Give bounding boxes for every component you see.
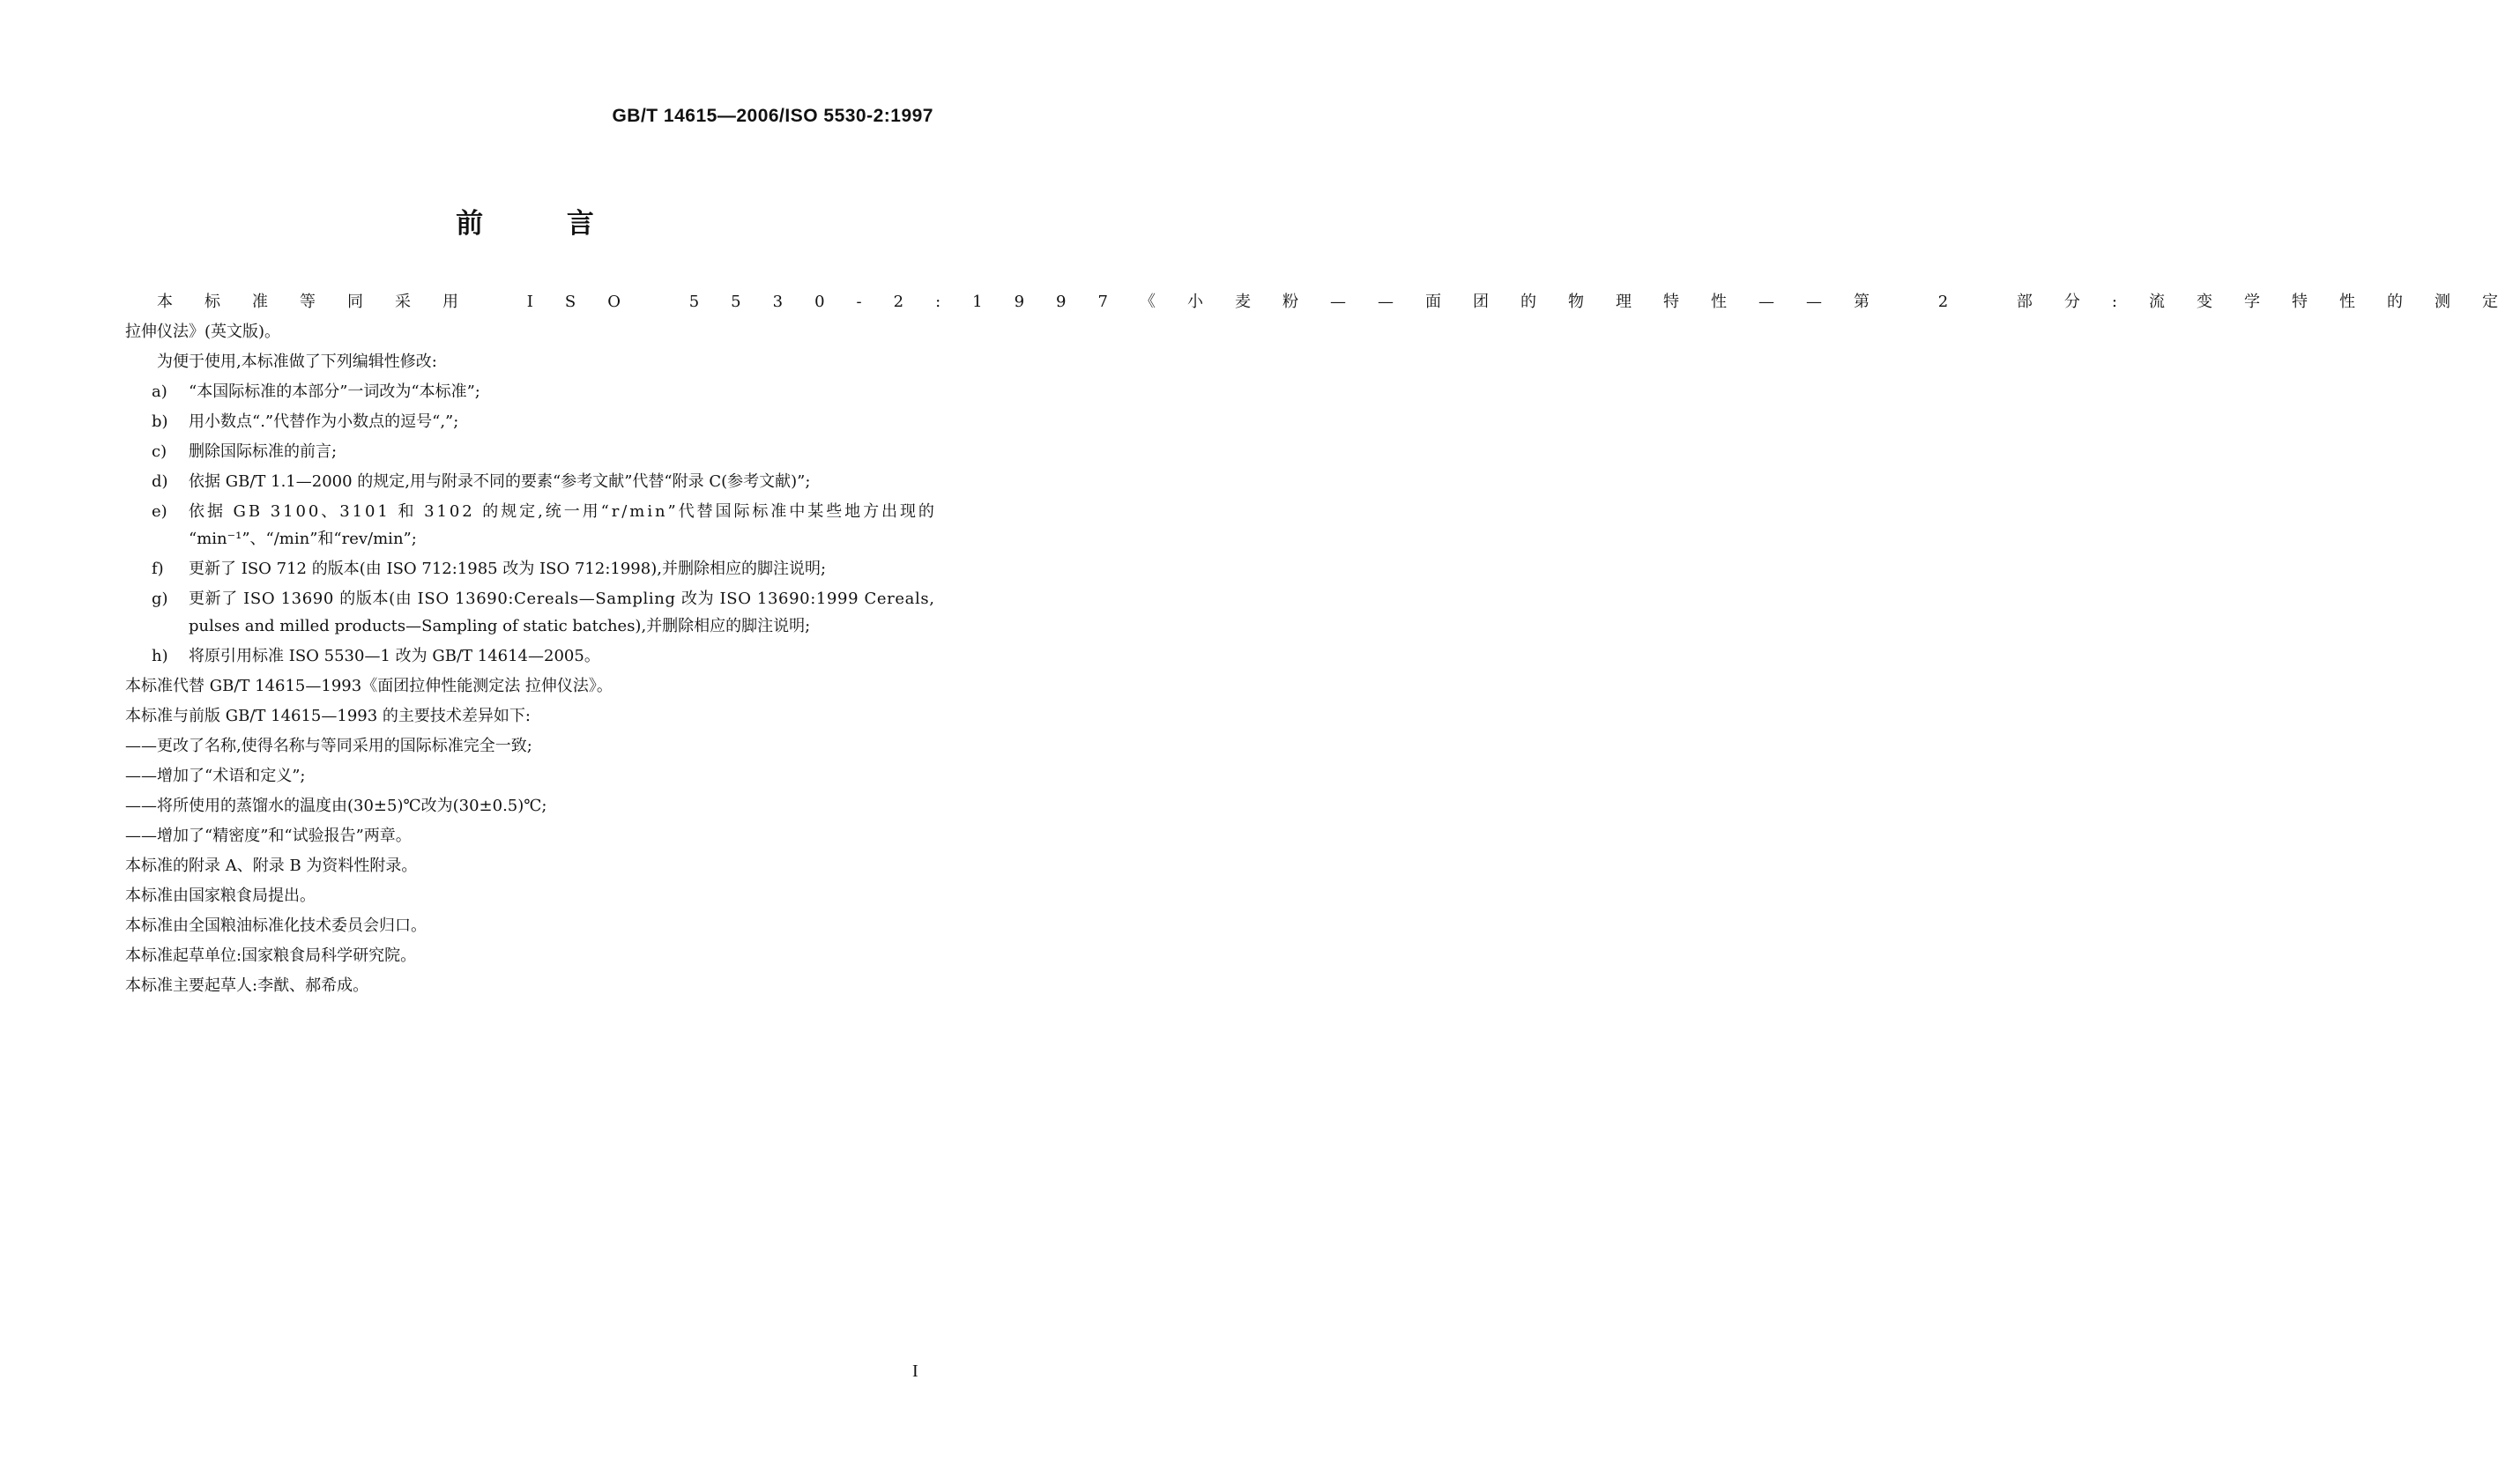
edit-item-text: 更新了 ISO 712 的版本(由 ISO 712:1985 改为 ISO 712:1998),并删除相应的脚注说明;: [189, 560, 827, 578]
difference-item: ——将所使用的蒸馏水的温度由(30±5)℃改为(30±0.5)℃;: [125, 797, 547, 815]
edit-item-f: [125, 555, 934, 582]
difference-item: ——增加了“精密度”和“试验报告”两章。: [125, 827, 412, 845]
edit-item-g: [125, 585, 934, 640]
standard-number-header: GB/T 14615—2006/ISO 5530-2:1997: [612, 106, 933, 126]
edit-item-label: f): [152, 560, 164, 578]
intro-paragraph-line2: 拉伸仪法》(英文版)。: [125, 323, 281, 341]
edit-item-text: 更 新 了 I S O 1 3 6 9 0 的 版 本 ( 由 I S O 1 3 6 9 0 : C e r e a l s — S a m p l i n g 改 为 I S O 1 3 6 9 0 : 1 9 9 9 C e r e a l s ,: [189, 590, 934, 608]
page-number: I: [912, 1362, 918, 1381]
edit-item-text: “本国际标准的本部分”一词改为“本标准”;: [189, 382, 480, 401]
edit-item-text-continued: “min⁻¹”、“/min”和“rev/min”;: [189, 530, 417, 548]
difference-item: ——增加了“术语和定义”;: [125, 767, 306, 785]
edit-item-b: [125, 408, 934, 435]
committee-statement: 本标准由全国粮油标准化技术委员会归口。: [125, 916, 427, 935]
foreword-body: [125, 288, 2498, 1002]
edit-item-text: 用小数点“.”代替作为小数点的逗号“,”;: [189, 412, 459, 431]
edit-item-label: g): [152, 590, 168, 608]
edit-item-text: 依 据 G B 3 1 0 0 、 3 1 0 1 和 3 1 0 2 的 规 定 , 统 一 用 “ r / m i n ” 代 替 国 际 标 准 中 某 些 地 方 出 现 的: [189, 502, 934, 521]
drafters-statement: 本标准主要起草人:李猷、郝希成。: [125, 976, 369, 995]
intro-paragraph-line1: 本 标 准 等 同 采 用 I S O 5 5 3 0 - 2 : 1 9 9 7 《 小 麦 粉 — — 面 团 的 物 理 特 性 — — 第 2 部 分 : 流 变 学 特 性 的 测 定: [157, 293, 2498, 311]
drafting-unit-statement: 本标准起草单位:国家粮食局科学研究院。: [125, 946, 417, 965]
edit-item-h: [125, 642, 934, 670]
replaces-paragraph: 本标准代替 GB/T 14615—1993《面团拉伸性能测定法 拉伸仪法》。: [125, 677, 613, 695]
difference-item: ——更改了名称,使得名称与等同采用的国际标准完全一致;: [125, 737, 532, 755]
page-title: 前 言: [456, 208, 631, 240]
proposer-statement: 本标准由国家粮食局提出。: [125, 887, 316, 905]
edit-item-text-continued: pulses and milled products—Sampling of static batches),并删除相应的脚注说明;: [189, 617, 811, 635]
edit-item-a: [125, 378, 934, 405]
edit-item-c: [125, 438, 934, 465]
edit-item-label: e): [152, 502, 167, 521]
edit-item-label: b): [152, 412, 168, 431]
edit-item-e: [125, 498, 934, 553]
edit-item-label: a): [152, 382, 167, 401]
edit-item-label: h): [152, 647, 168, 665]
differences-intro: 本标准与前版 GB/T 14615—1993 的主要技术差异如下:: [125, 707, 531, 725]
edits-intro: 为便于使用,本标准做了下列编辑性修改:: [157, 352, 437, 371]
edit-item-label: c): [152, 442, 167, 461]
edit-item-text: 删除国际标准的前言;: [189, 442, 338, 461]
annex-statement: 本标准的附录 A、附录 B 为资料性附录。: [125, 857, 418, 875]
edit-item-text: 将原引用标准 ISO 5530—1 改为 GB/T 14614—2005。: [189, 647, 600, 665]
edit-item-d: [125, 468, 934, 495]
edit-item-label: d): [152, 472, 168, 491]
edit-item-text: 依据 GB/T 1.1—2000 的规定,用与附录不同的要素“参考文献”代替“附录 C(参考文献)”;: [189, 472, 811, 491]
